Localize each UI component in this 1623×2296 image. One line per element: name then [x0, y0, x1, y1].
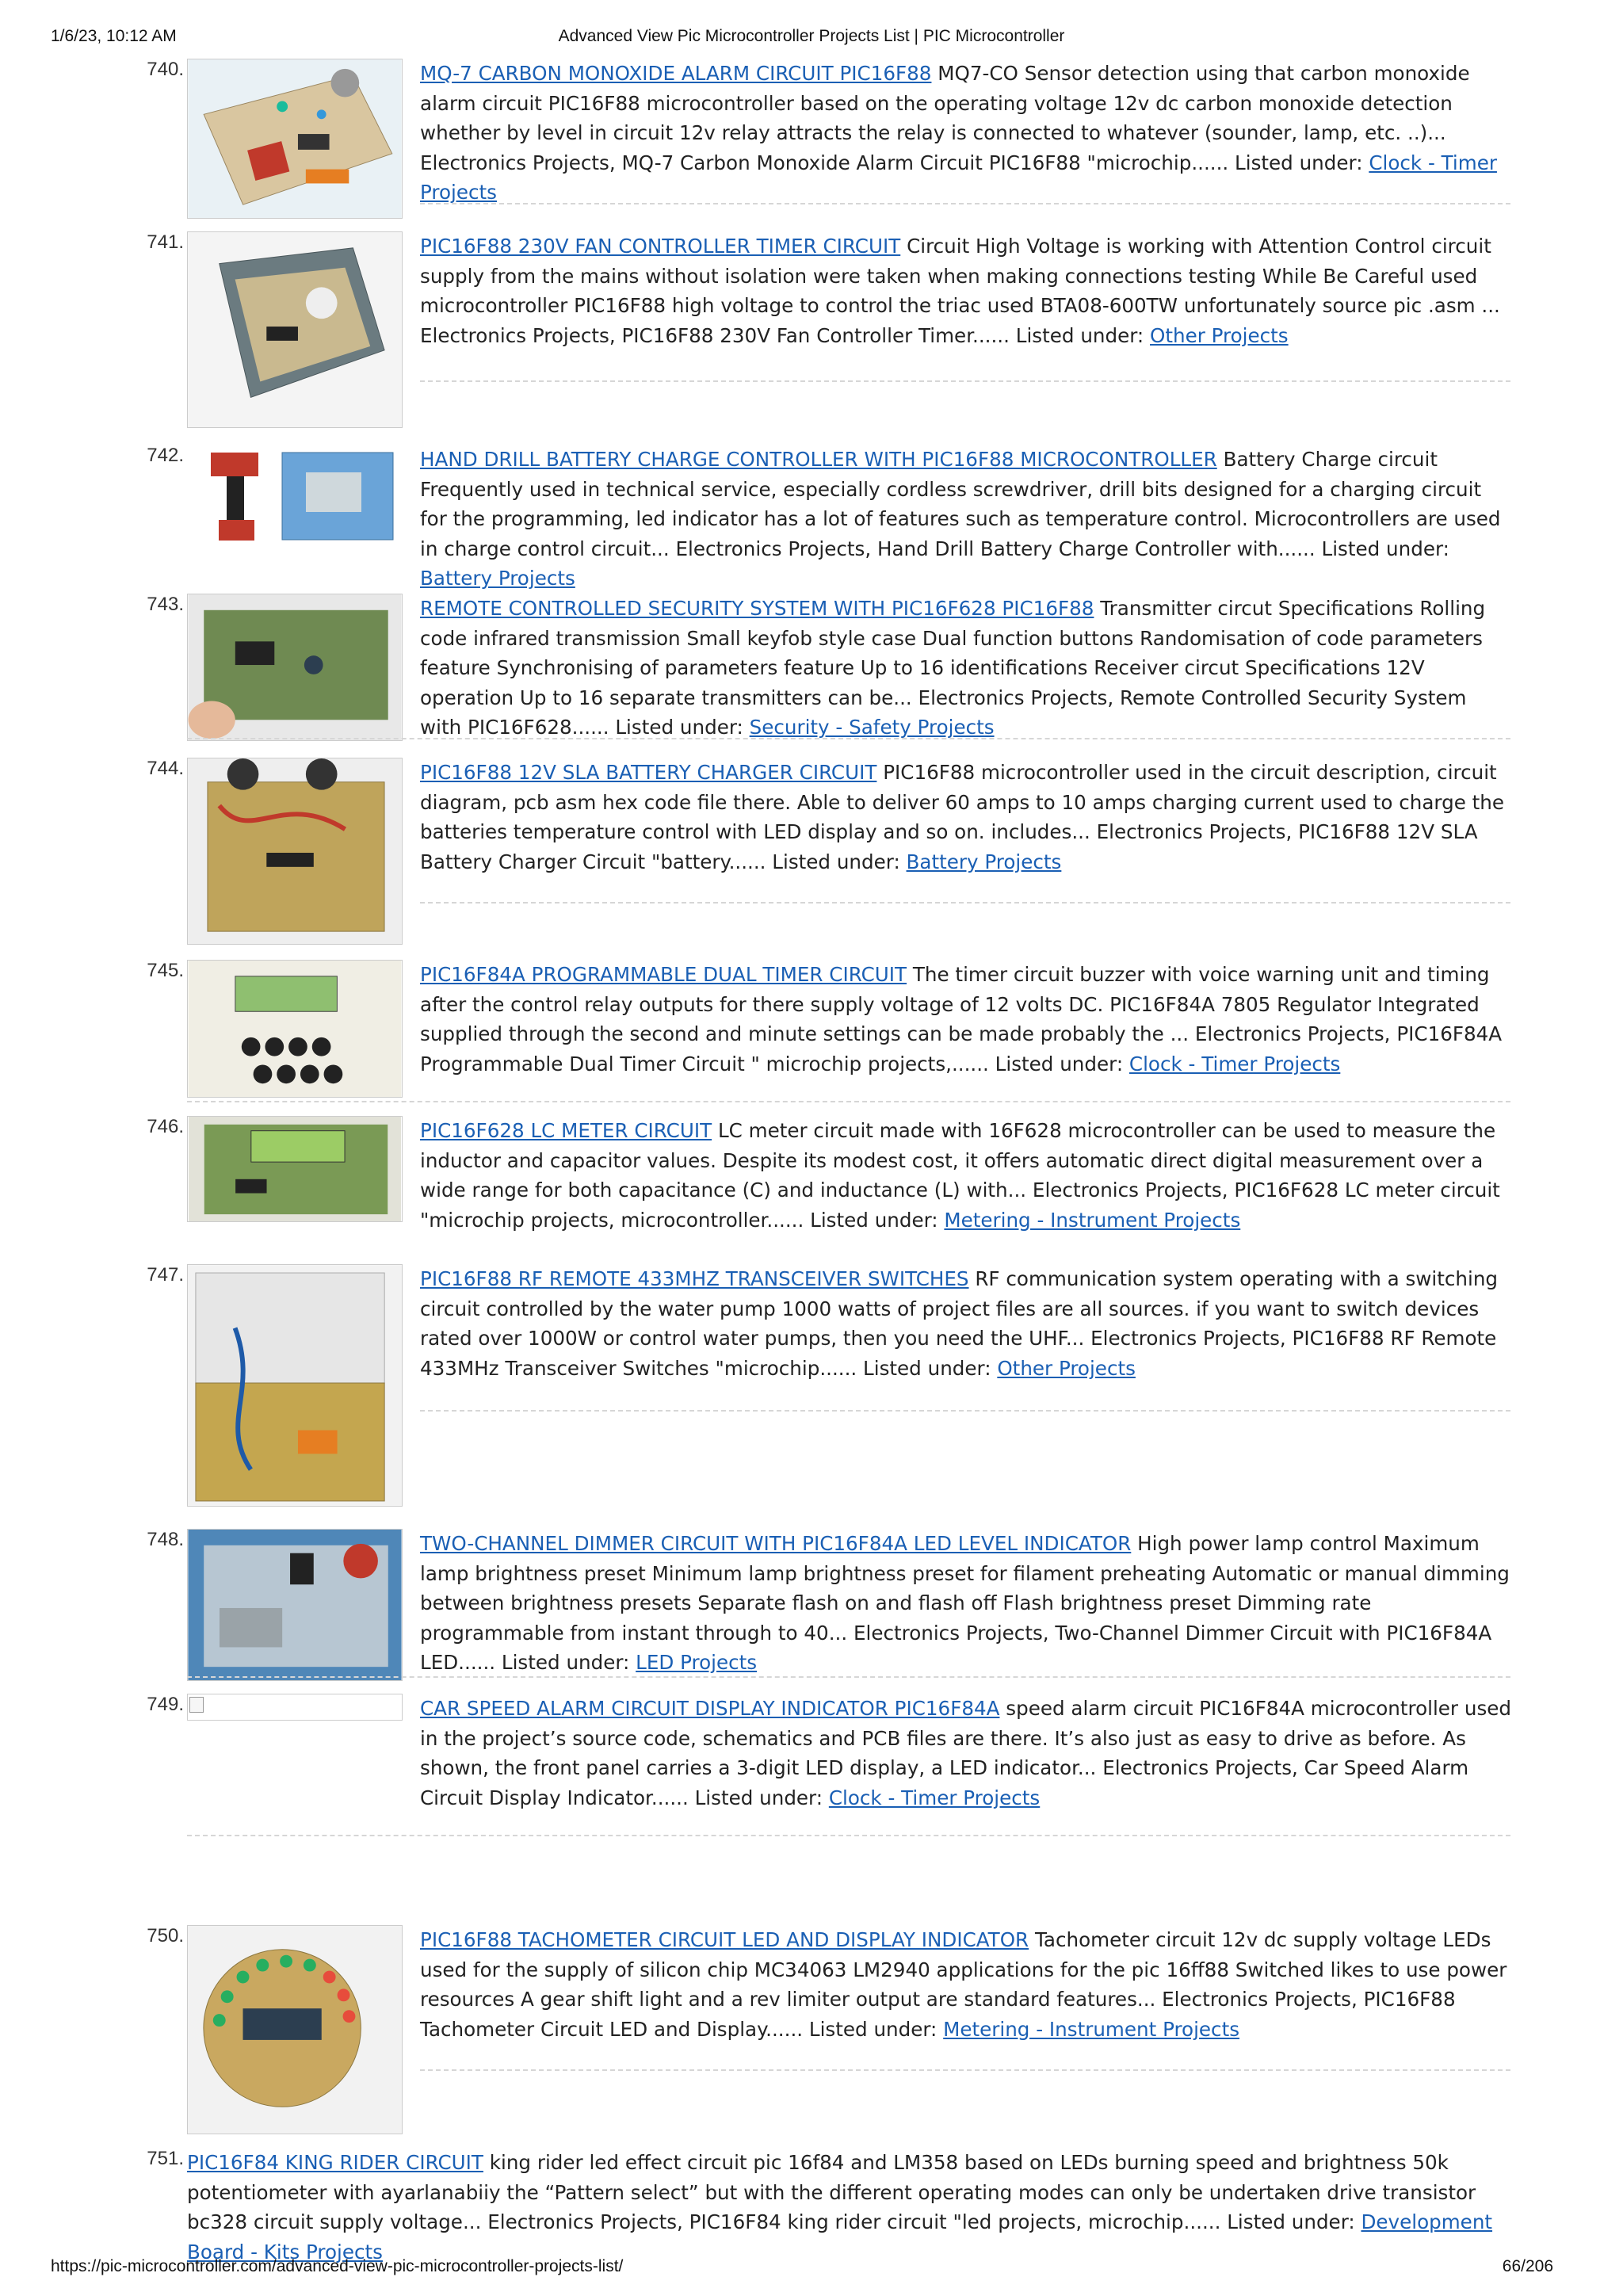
- entry-number: 740.: [147, 59, 184, 80]
- category-link[interactable]: Clock - Timer Projects: [1128, 1052, 1341, 1075]
- project-entry: [0, 1694, 1623, 1852]
- project-description: king rider led effect circuit pic 16f84 and LM358 based on LEDs burning speed and brightness 50k potentiometer with ayarlanabiiy the “Pattern select” but with the different operating modes can only be undertaken drive transistor bc328 circuit supply voltage... Electronics Projects, PIC16F84 king rider circuit "led projects, microchip...... Listed under:: [187, 2151, 1476, 2234]
- project-entry: [0, 59, 1623, 217]
- project-description: RF communication system operating with a switching circuit controlled by the water pump 1000 watts of project files are all sources. if you want to switch devices rated over 1000W or control water pumps, then you need the UHF... Electronics Projects, PIC16F88 RF Remote 433MHz Transceiver Switches "microchip...... Listed under:: [420, 1267, 1499, 1380]
- category-link[interactable]: Metering - Instrument Projects: [944, 1208, 1241, 1232]
- project-title-link[interactable]: PIC16F88 12V SLA BATTERY CHARGER CIRCUIT: [420, 761, 877, 784]
- divider: [420, 203, 1510, 204]
- project-entry: [0, 1116, 1623, 1259]
- divider: [420, 902, 1510, 904]
- entry-text: [420, 1925, 1514, 2044]
- entry-number: 750.: [147, 1925, 184, 1946]
- project-title-link[interactable]: PIC16F84 KING RIDER CIRCUIT: [187, 2151, 483, 2174]
- print-datetime: 1/6/23, 10:12 AM: [51, 27, 177, 45]
- battery-charger-image: [188, 758, 402, 944]
- category-link[interactable]: Other Projects: [997, 1356, 1136, 1380]
- category-link[interactable]: Battery Projects: [420, 567, 575, 590]
- pcb-image: [188, 59, 402, 218]
- project-description: Tachometer circuit 12v dc supply voltage LEDs used for the supply of silicon chip MC34063 LM2940 applications for the pic 16ff88 Switched likes to use power resources A gear shift light and a rev limiter output are standard features... Electronics Projects, PIC16F88 Tachometer Circuit LED and Display...... Listed under:: [420, 1928, 1507, 2041]
- project-entry: [0, 1264, 1623, 1518]
- project-title-link[interactable]: HAND DRILL BATTERY CHARGE CONTROLLER WITH PIC16F88 MICROCONTROLLER: [420, 448, 1217, 471]
- entry-text: [420, 594, 1514, 743]
- print-header: [0, 22, 1623, 54]
- project-entry: [0, 1925, 1623, 2139]
- project-title-link[interactable]: MQ-7 CARBON MONOXIDE ALARM CIRCUIT PIC16F88: [420, 62, 932, 85]
- entry-number: 749.: [147, 1694, 184, 1715]
- project-thumbnail[interactable]: [187, 231, 403, 428]
- project-title-link[interactable]: CAR SPEED ALARM CIRCUIT DISPLAY INDICATOR PIC16F84A: [420, 1697, 1000, 1720]
- entry-number: 743.: [147, 594, 184, 615]
- project-thumbnail-broken[interactable]: [187, 1694, 403, 1721]
- print-footer: [0, 2257, 1623, 2286]
- project-entry: [0, 1529, 1623, 1695]
- category-link[interactable]: Security - Safety Projects: [749, 716, 995, 739]
- project-entry: [0, 960, 1623, 1102]
- project-thumbnail[interactable]: [187, 1529, 403, 1681]
- project-thumbnail[interactable]: [187, 1264, 403, 1507]
- project-title-link[interactable]: REMOTE CONTROLLED SECURITY SYSTEM WITH PIC16F628 PIC16F88: [420, 597, 1094, 620]
- project-description: MQ7-CO Sensor detection using that carbon monoxide alarm circuit PIC16F88 microcontroller based on the operating voltage 12v dc carbon monoxide detection whether by level in circuit 12v relay attracts the relay is connected to whatever (sounder, lamp, etc. ..)... Electronics Projects, MQ-7 Carbon Monoxide Alarm Circuit PIC16F88 "microchip...... Listed under:: [420, 62, 1470, 174]
- entry-number: 742.: [147, 445, 184, 466]
- entry-number: 744.: [147, 758, 184, 779]
- project-title-link[interactable]: PIC16F88 RF REMOTE 433MHZ TRANSCEIVER SWITCHES: [420, 1267, 969, 1290]
- project-thumbnail[interactable]: [187, 758, 403, 945]
- category-link[interactable]: Clock - Timer Projects: [420, 151, 1497, 204]
- project-thumbnail[interactable]: [187, 59, 403, 219]
- enclosure-image: [188, 232, 402, 427]
- project-title-link[interactable]: TWO-CHANNEL DIMMER CIRCUIT WITH PIC16F84A LED LEVEL INDICATOR: [420, 1532, 1132, 1555]
- project-description: speed alarm circuit PIC16F84A microcontroller used in the project’s source code, schematics and PCB files are there. It’s also just as easy to drive as before. As shown, the front panel carries a 3-digit LED display, a LED indicator... Electronics Projects, Car Speed Alarm Circuit Display Indicator...... Listed under:: [420, 1697, 1512, 1809]
- project-thumbnail[interactable]: [187, 1925, 403, 2134]
- project-title-link[interactable]: PIC16F84A PROGRAMMABLE DUAL TIMER CIRCUIT: [420, 963, 907, 986]
- project-description: Circuit High Voltage is working with Attention Control circuit supply from the mains without isolation were taken when making connections testing While Be Careful used microcontroller PIC16F88 high voltage to control the triac used BTA08-600TW unfortunately source pic .asm ... Electronics Projects, PIC16F88 230V Fan Controller Timer...... Listed under:: [420, 235, 1500, 347]
- entry-text: [420, 960, 1514, 1079]
- divider: [420, 2069, 1510, 2071]
- project-description: High power lamp control Maximum lamp brightness preset Minimum lamp brightness preset for filament preheating Automatic or manual dimming between brightness presets Separate flash on and flash off Flash brightness preset Dimming rate programmable from instant through to 40... Electronics Projects, Two-Channel Dimmer Circuit with PIC16F84A LED...... Listed under:: [420, 1532, 1510, 1675]
- category-link[interactable]: LED Projects: [636, 1651, 758, 1675]
- print-url: https://pic-microcontroller.com/advanced-view-pic-microcontroller-projects-list/: [51, 2257, 624, 2275]
- entry-text: [420, 445, 1514, 594]
- project-entry: [0, 445, 1623, 590]
- security-board-image: [188, 594, 402, 740]
- project-thumbnail[interactable]: [187, 1116, 403, 1222]
- project-description: PIC16F88 microcontroller used in the circuit description, circuit diagram, pcb asm hex code file there. Able to deliver 60 amps to 10 amps charging current used to charge the batteries temperature control with LED display and so on. includes... Electronics Projects, PIC16F88 12V SLA Battery Charger Circuit "battery...... Listed under:: [420, 761, 1505, 873]
- project-description: Battery Charge circuit Frequently used in technical service, especially cordless screwdriver, drill bits designed for a charging circuit for the programming, led indicator has a lot of features such as temperature control. Microcontrollers are used in charge control circuit... Electronics Projects, Hand Drill Battery Charge Controller with...... Listed under:: [420, 448, 1501, 560]
- dimmer-image: [188, 1530, 402, 1680]
- tachometer-image: [188, 1926, 402, 2134]
- project-entry: [0, 2148, 1623, 2264]
- entry-number: 745.: [147, 960, 184, 981]
- entry-text: [420, 59, 1514, 208]
- category-link[interactable]: Development Board - Kits Projects: [187, 2210, 1493, 2264]
- dual-timer-image: [188, 961, 402, 1097]
- entry-number: 747.: [147, 1264, 184, 1286]
- category-link[interactable]: Battery Projects: [906, 850, 1062, 873]
- entry-text: [420, 1116, 1514, 1235]
- entry-text: [420, 1529, 1514, 1678]
- divider: [420, 1410, 1510, 1412]
- print-page-title: Advanced View Pic Microcontroller Projects List | PIC Microcontroller: [558, 27, 1065, 45]
- entry-text: [187, 2148, 1518, 2267]
- broken-image-icon: [189, 1697, 204, 1713]
- project-description: Transmitter circut Specifications Rolling code infrared transmission Small keyfob style case Dual function buttons Randomisation of code parameters feature Synchronising of parameters feature Up to 16 identifications Receiver circut Specifications 12V operation Up to 16 separate transmitters can be... Electronics Projects, Remote Controlled Security System with PIC16F628...... Listed under:: [420, 597, 1486, 739]
- divider: [187, 1835, 1510, 1836]
- entry-text: [420, 758, 1514, 877]
- lc-meter-image: [188, 1117, 402, 1221]
- entry-number: 748.: [147, 1529, 184, 1550]
- entry-number: 751.: [147, 2148, 184, 2169]
- project-description: The timer circuit buzzer with voice warning unit and timing after the control relay outputs for there supply voltage of 12 volts DC. PIC16F84A 7805 Regulator Integrated supplied through the second and minute settings can be made probably the ... Electronics Projects, PIC16F84A Programmable Dual Timer Circuit " microchip projects,...... Listed under:: [420, 963, 1503, 1075]
- project-entry: [0, 758, 1623, 948]
- category-link[interactable]: Clock - Timer Projects: [828, 1786, 1041, 1809]
- divider: [187, 1101, 1510, 1102]
- entry-text: [420, 231, 1514, 350]
- rf-transceiver-image: [188, 1265, 402, 1506]
- project-title-link[interactable]: PIC16F628 LC METER CIRCUIT: [420, 1119, 712, 1142]
- project-title-link[interactable]: PIC16F88 230V FAN CONTROLLER TIMER CIRCUIT: [420, 235, 901, 258]
- divider: [187, 1676, 1510, 1678]
- entry-text: [420, 1264, 1514, 1383]
- entry-number: 741.: [147, 231, 184, 253]
- drill-charger-image: [187, 445, 403, 546]
- project-entry: [0, 231, 1623, 430]
- entry-number: 746.: [147, 1116, 184, 1137]
- project-entry: [0, 594, 1623, 744]
- page-number: 66/206: [1502, 2257, 1553, 2275]
- category-link[interactable]: Metering - Instrument Projects: [943, 2017, 1240, 2041]
- project-description: LC meter circuit made with 16F628 microcontroller can be used to measure the inductor and capacitor values. Despite its modest cost, it offers automatic direct digital measurement over a wide range for both capacitance (C) and inductance (L) with... Electronics Projects, PIC16F628 LC meter circuit "microchip projects, microcontroller...... Listed under:: [420, 1119, 1500, 1232]
- divider: [420, 380, 1510, 382]
- project-title-link[interactable]: PIC16F88 TACHOMETER CIRCUIT LED AND DISPLAY INDICATOR: [420, 1928, 1029, 1951]
- divider: [187, 738, 1510, 739]
- category-link[interactable]: Other Projects: [1150, 323, 1289, 347]
- project-thumbnail[interactable]: [187, 960, 403, 1098]
- project-thumbnail[interactable]: [187, 445, 403, 546]
- entry-text: [420, 1694, 1514, 1813]
- project-thumbnail[interactable]: [187, 594, 403, 741]
